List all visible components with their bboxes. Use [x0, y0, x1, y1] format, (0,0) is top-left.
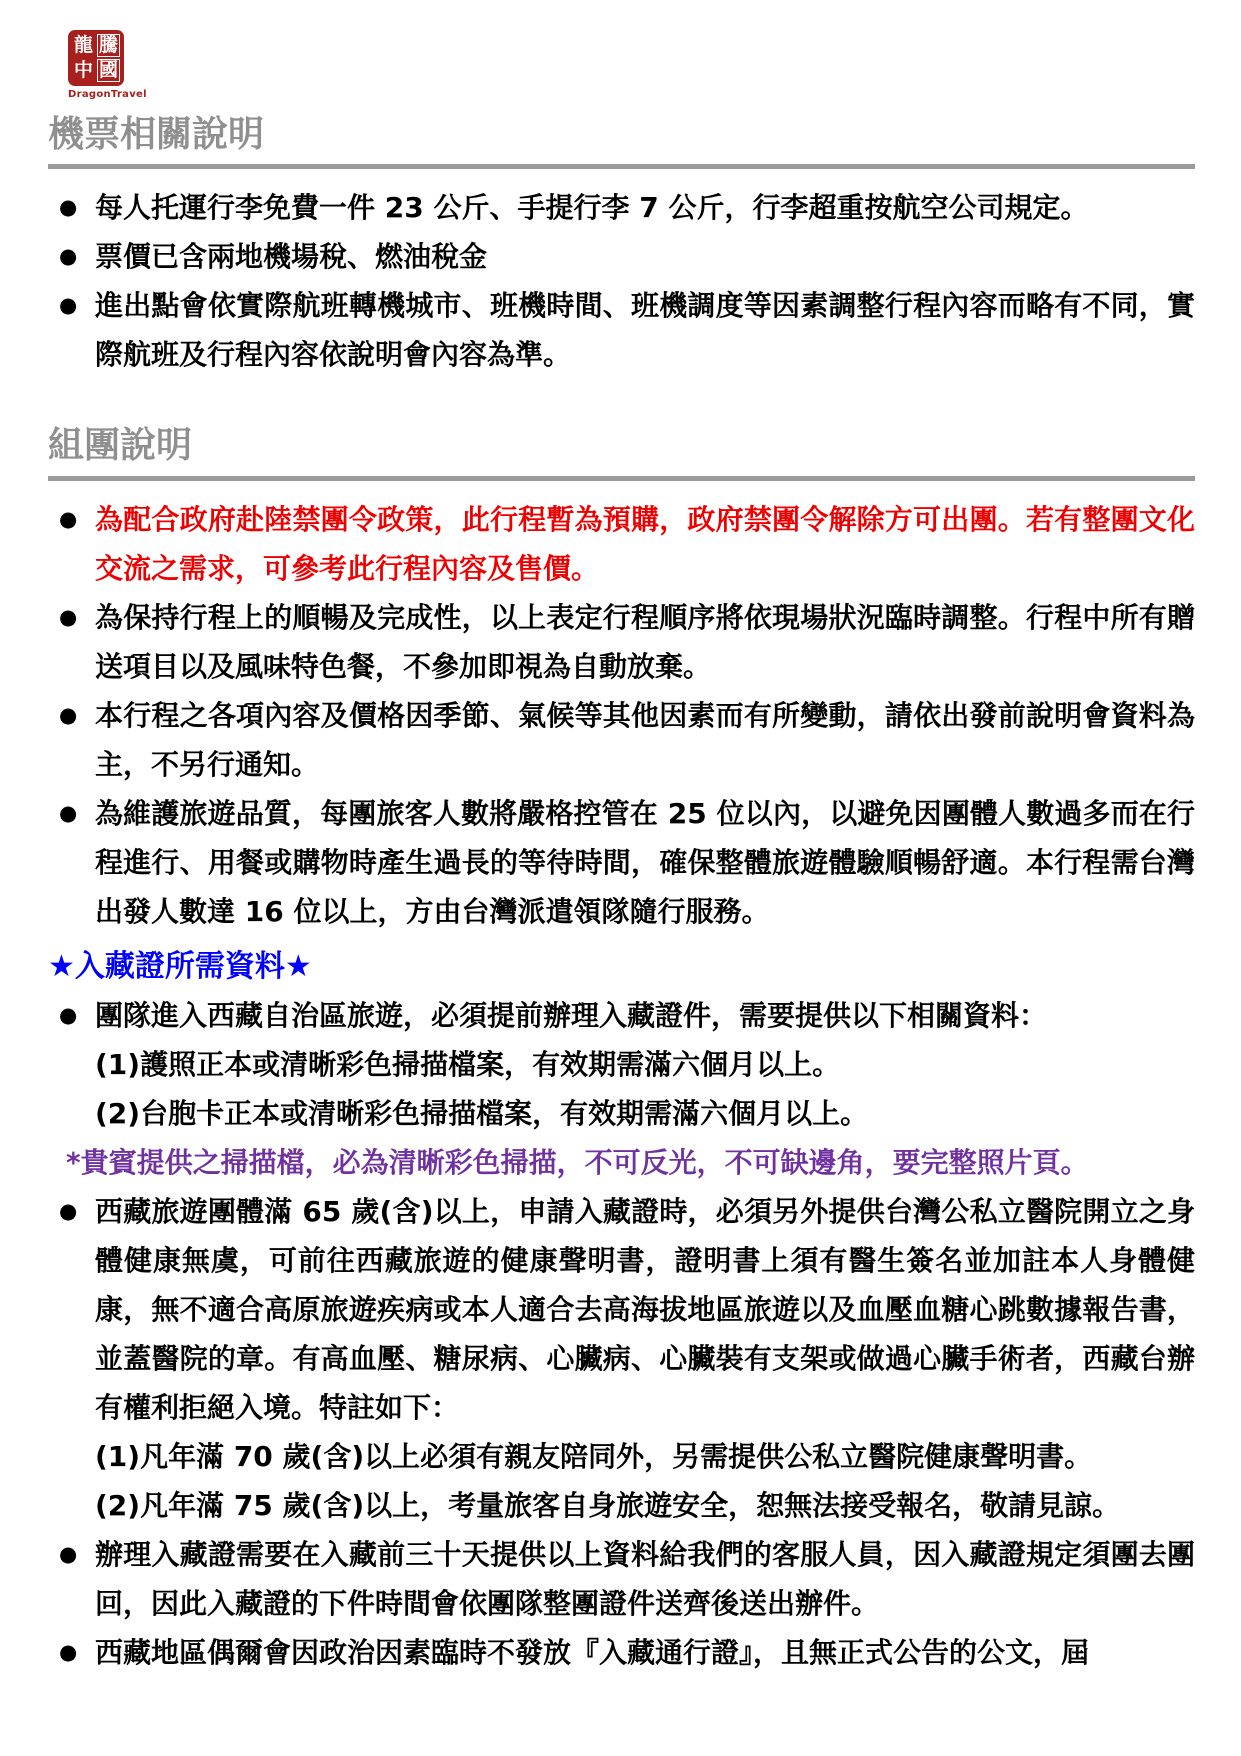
logo-stamp-icon — [68, 30, 124, 86]
logo-char: 龍 — [73, 34, 93, 56]
sub-item-text: (1)凡年滿 70 歲(含)以上必須有親友陪同外，另需提供公私立醫院健康聲明書。 — [95, 1439, 1093, 1473]
sub-item-age-70 — [48, 1432, 1195, 1481]
list-item — [48, 281, 1195, 379]
sub-item-passport — [48, 1040, 1195, 1089]
scan-requirement-note — [48, 1138, 1195, 1187]
bullet-icon: ● — [59, 195, 78, 220]
list-item-text: 為配合政府赴陸禁團令政策，此行程暫為預購，政府禁團令解除方可出團。若有整團文化交流之需求，可參考此行程內容及售價。 — [95, 502, 1195, 585]
note-text: *貴賓提供之掃描檔，必為清晰彩色掃描，不可反光，不可缺邊角，要完整照片頁。 — [66, 1145, 1089, 1179]
list-item-ban-policy — [48, 495, 1195, 593]
list-item-text: 票價已含兩地機場稅、燃油稅金 — [95, 240, 488, 274]
bullet-icon: ● — [59, 702, 78, 727]
list-item-text: 每人托運行李免費一件 23 公斤、手提行李 7 公斤，行李超重按航空公司規定。 — [95, 191, 1089, 225]
bullet-icon: ● — [59, 244, 78, 269]
list-item-permit-politics — [48, 1628, 1195, 1677]
logo-char: 中 — [73, 59, 93, 81]
list-item-text: 進出點會依實際航班轉機城市、班機時間、班機調度等因素調整行程內容而略有不同，實際航班及行程內容依說明會內容為準。 — [95, 289, 1195, 372]
logo-char: 國 — [98, 59, 118, 81]
section-group-info — [48, 425, 1195, 935]
bullet-icon: ● — [59, 293, 78, 318]
list-item — [48, 991, 1195, 1040]
list-item-text: 西藏旅遊團體滿 65 歲(含)以上，申請入藏證時，必須另外提供台灣公私立醫院開立之身體健康無虞，可前往西藏旅遊的健康聲明書，證明書上須有醫生簽名並加註本人身體健康，無不適合高原旅遊疾病或本人適合去高海拔地區旅遊以及血壓血糖心跳數據報告書，並蓋醫院的章。有高血壓、糖尿病、心臟病、心臟裝有支架或做過心臟手術者，西藏台辦有權利拒絕入境。特註如下： — [95, 1194, 1195, 1424]
list-item — [48, 183, 1195, 232]
tibet-permit-list — [48, 991, 1195, 1677]
list-item-permit-deadline — [48, 1530, 1195, 1628]
list-item-text: 團隊進入西藏自治區旅遊，必須提前辦理入藏證件，需要提供以下相關資料： — [95, 998, 1048, 1032]
section-heading-group: 組團說明 — [48, 425, 1195, 480]
sub-item-age-75 — [48, 1481, 1195, 1530]
list-item — [48, 789, 1195, 936]
bullet-icon: ● — [59, 506, 78, 531]
sub-item-taibao-card — [48, 1089, 1195, 1138]
sub-item-text: (2)台胞卡正本或清晰彩色掃描檔案，有效期需滿六個月以上。 — [95, 1096, 869, 1130]
section-ticket-info — [48, 114, 1195, 379]
bullet-icon: ● — [59, 1002, 78, 1027]
sub-item-text: (1)護照正本或清晰彩色掃描檔案，有效期需滿六個月以上。 — [95, 1047, 841, 1081]
section-tibet-permit — [48, 942, 1195, 1677]
list-item-health-requirement — [48, 1187, 1195, 1432]
list-item — [48, 691, 1195, 789]
list-item — [48, 593, 1195, 691]
list-item — [48, 232, 1195, 281]
list-item-text: 西藏地區偶爾會因政治因素臨時不發放『入藏通行證』，且無正式公告的公文，屆 — [95, 1635, 1090, 1669]
bullet-icon: ● — [59, 1639, 78, 1664]
logo-char: 騰 — [98, 34, 118, 56]
dragon-travel-logo — [68, 30, 147, 100]
section-heading-ticket: 機票相關說明 — [48, 114, 1195, 169]
list-item-text: 辦理入藏證需要在入藏前三十天提供以上資料給我們的客服人員，因入藏證規定須團去團回，因此入藏證的下件時間會依團隊整團證件送齊後送出辦件。 — [95, 1537, 1195, 1620]
group-info-list — [48, 495, 1195, 936]
bullet-icon: ● — [59, 1198, 78, 1223]
tibet-permit-heading: ★入藏證所需資料★ — [48, 948, 312, 984]
bullet-icon: ● — [59, 1541, 78, 1566]
list-item-text: 為保持行程上的順暢及完成性，以上表定行程順序將依現場狀況臨時調整。行程中所有贈送項目以及風味特色餐，不參加即視為自動放棄。 — [95, 600, 1195, 683]
ticket-info-list — [48, 183, 1195, 379]
logo-subtitle: DragonTravel — [68, 89, 147, 100]
list-item-text: 本行程之各項內容及價格因季節、氣候等其他因素而有所變動，請依出發前說明會資料為主，不另行通知。 — [95, 698, 1195, 781]
bullet-icon: ● — [59, 604, 78, 629]
list-item-text: 為維護旅遊品質，每團旅客人數將嚴格控管在 25 位以內，以避免因團體人數過多而在行程進行、用餐或購物時產生過長的等待時間，確保整體旅遊體驗順暢舒適。本行程需台灣出發人數達 16 位以上，方由台灣派遣領隊隨行服務。 — [95, 796, 1195, 928]
bullet-icon: ● — [59, 800, 78, 825]
sub-item-text: (2)凡年滿 75 歲(含)以上，考量旅客自身旅遊安全，恕無法接受報名，敬請見諒。 — [95, 1488, 1121, 1522]
